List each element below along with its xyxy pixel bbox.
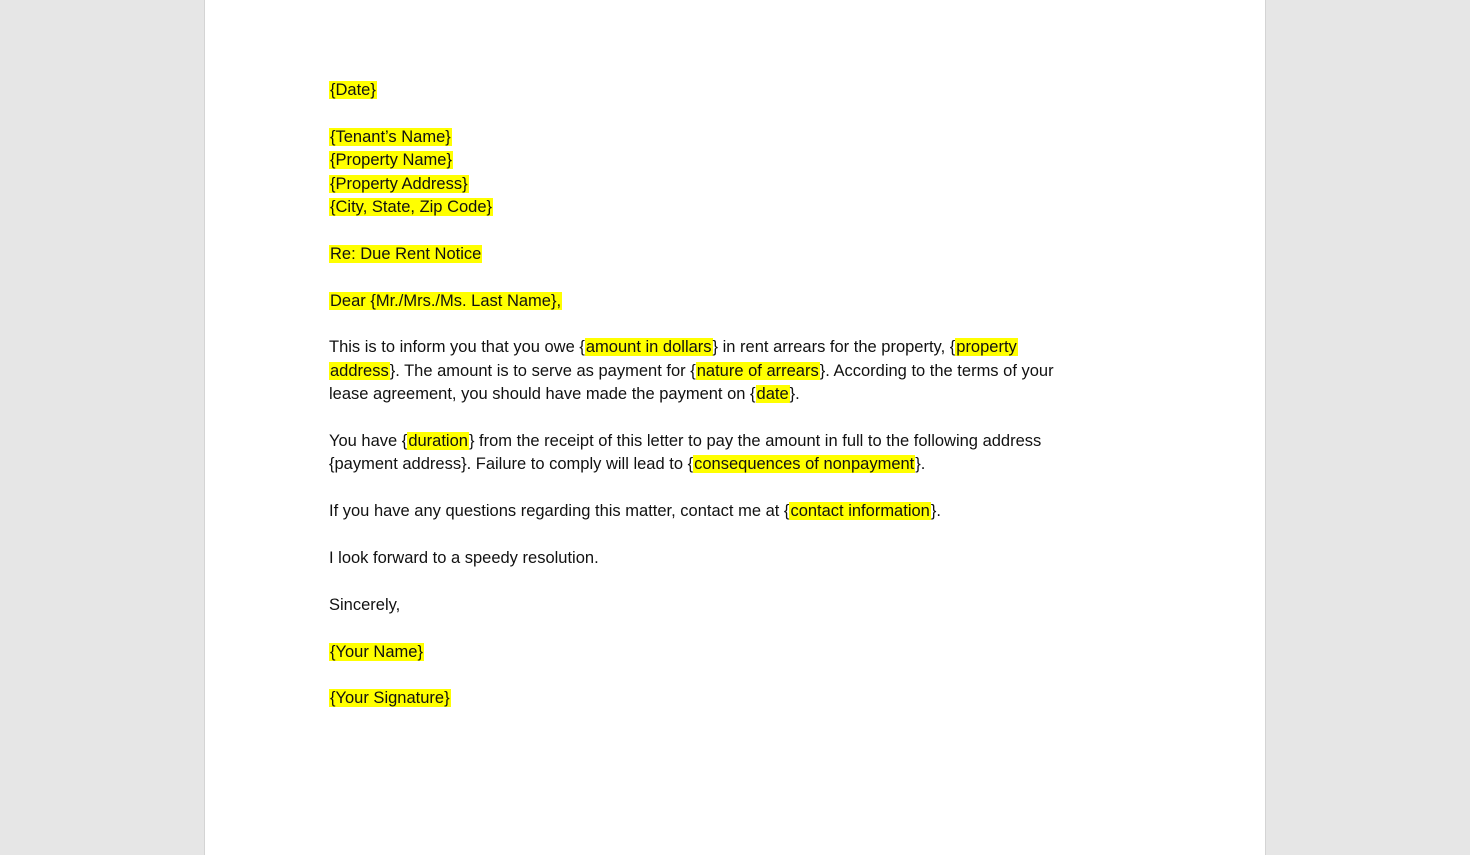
payment-date-placeholder: date <box>756 385 789 404</box>
contact-information-placeholder: contact information <box>790 502 930 521</box>
closing-line: Sincerely, <box>329 595 401 614</box>
date-line <box>329 79 1129 102</box>
city-state-zip-placeholder: {City, State, Zip Code} <box>330 198 493 217</box>
para2-text-2: } from the receipt of this letter to pay the amount in full to the following address <box>468 432 1042 451</box>
subject-text: Re: Due Rent Notice <box>330 244 482 263</box>
letter-body[interactable] <box>329 79 1129 734</box>
salutation-line <box>329 290 1129 313</box>
subject-line <box>329 243 1129 266</box>
amount-placeholder: amount in dollars <box>585 338 712 357</box>
para1-text-5: lease agreement, you should have made the payment on { <box>329 385 756 404</box>
salutation-text: Dear {Mr./Mrs./Ms. Last Name}, <box>330 291 562 310</box>
para1-text-2: } in rent arrears for the property, { <box>712 338 956 357</box>
para2-text-1: You have { <box>329 432 408 451</box>
para3-text-2: }. <box>930 502 941 521</box>
duration-placeholder: duration <box>408 432 468 451</box>
para1-text-3: }. The amount is to serve as payment for { <box>389 361 696 380</box>
consequences-placeholder: consequences of nonpayment <box>694 455 915 474</box>
your-name-line <box>329 641 1129 664</box>
property-address-placeholder: {Property Address} <box>330 174 468 193</box>
paragraph-deadline <box>329 430 1129 477</box>
para1-text-4: }. According to the terms of your <box>819 361 1054 380</box>
your-signature-line <box>329 687 1129 710</box>
document-page[interactable] <box>205 0 1265 855</box>
property-address-inline-placeholder-a: property <box>956 338 1017 357</box>
property-address-inline-placeholder-b: address <box>330 361 389 380</box>
paragraph-arrears <box>329 336 1129 406</box>
property-name-placeholder: {Property Name} <box>330 151 452 170</box>
your-signature-placeholder: {Your Signature} <box>330 689 450 708</box>
para1-text-6: }. <box>789 385 800 404</box>
para3-text-1: If you have any questions regarding this matter, contact me at { <box>329 502 790 521</box>
paragraph-contact <box>329 500 1129 523</box>
para2-text-3: {payment address}. Failure to comply will lead to { <box>329 455 694 474</box>
tenant-name-placeholder: {Tenant’s Name} <box>330 127 451 146</box>
your-name-placeholder: {Your Name} <box>330 642 423 661</box>
nature-of-arrears-placeholder: nature of arrears <box>696 361 819 380</box>
para1-text-1: This is to inform you that you owe { <box>329 338 585 357</box>
date-placeholder: {Date} <box>330 81 376 99</box>
para2-text-4: }. <box>915 455 926 474</box>
recipient-block <box>329 126 1129 220</box>
paragraph-resolution: I look forward to a speedy resolution. <box>329 549 599 568</box>
